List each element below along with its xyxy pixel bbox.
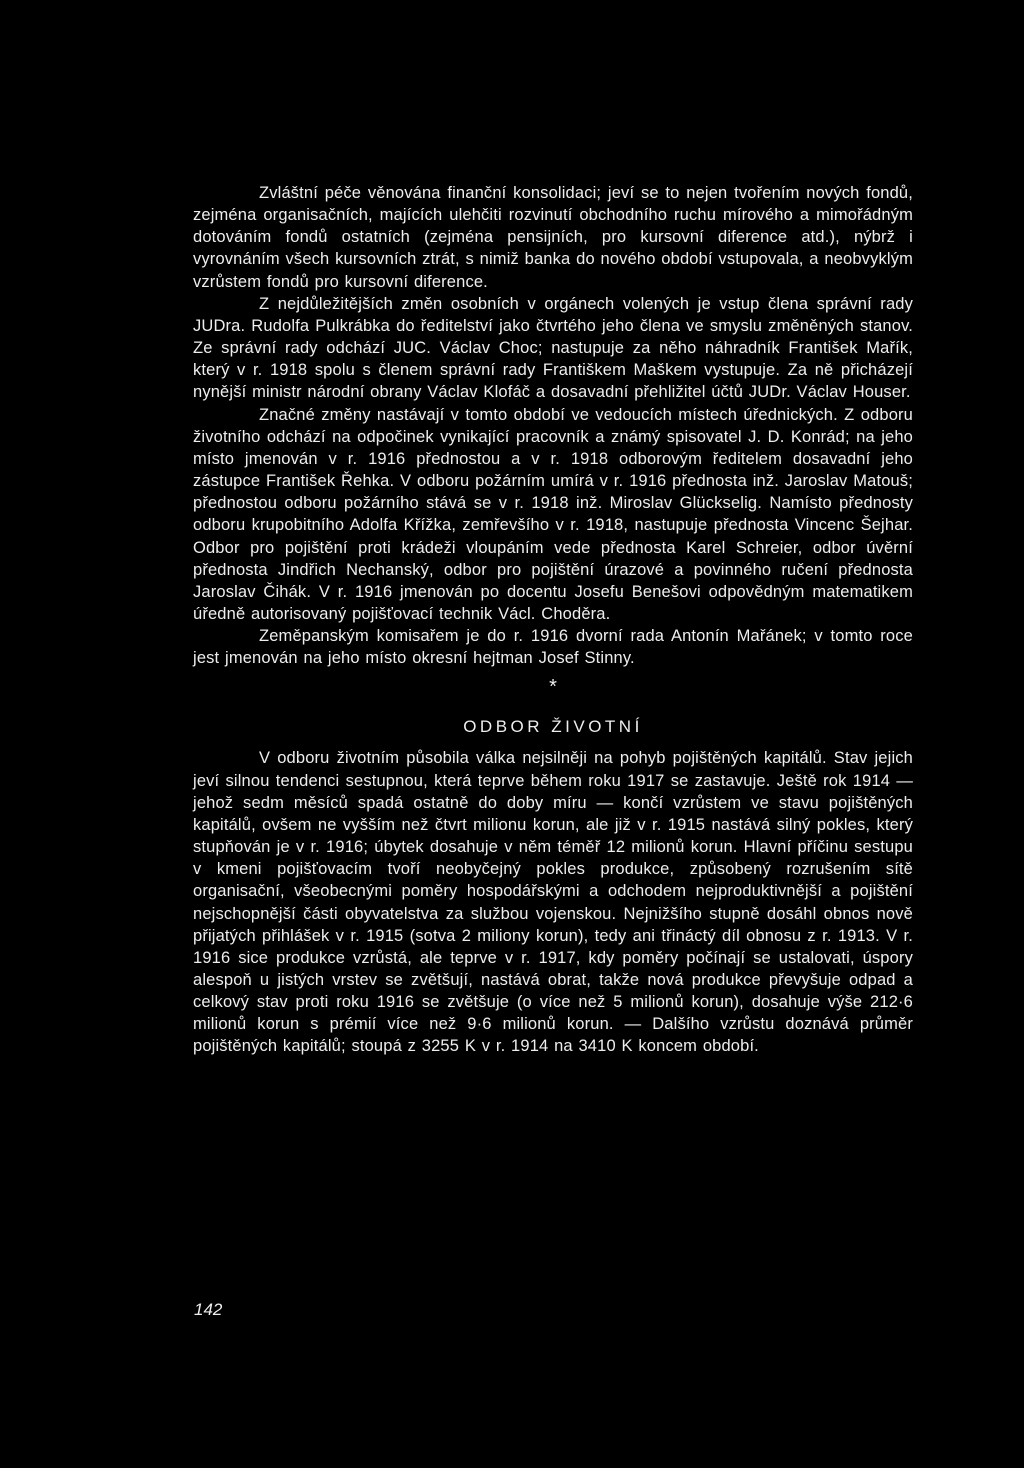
paragraph-board-changes: Z nejdůležitějších změn osobních v orgánech volených je vstup člena správní rady JUDra. Rudolfa Pulkrábka do ředitelství jako čtvrtého jeho člena ve smyslu změněných stanov. Ze správní rady odchází JUC. Václav Choc; nastupuje za něho náhradník František Mařík, který v r. 1918 spolu s členem správní rady Františkem Maškem vystupuje. Za ně přicházejí nynější ministr národní obrany Václav Klofáč a dosavadní přehližitel účtů JUDr. Václav Houser. [193,294,913,402]
paragraph-financial-consolidation: Zvláštní péče věnována finanční konsolidaci; jeví se to nejen tvořením nových fondů, zejména organisačních, majících ulehčiti rozvinutí obchodního ruchu mírového a mimořádným dotováním fondů ostatních (zejména pensijních, pro kursovní diference atd.), nýbrž i vyrovnáním všech kursovních ztrát, s nimiž banka do nového období vstupovala, a neobvyklým vzrůstem fondů pro kursovní diference. [193,184,913,291]
text-body [193,182,913,1058]
paragraph-commissioner: Zeměpanským komisařem je do r. 1916 dvorní rada Antonín Mařánek; v tomto roce jest jmenován na jeho místo okresní hejtman Josef Stinny. [193,627,913,668]
page-number: 142 [194,1300,223,1319]
paragraph-life-insurance: V odboru životním působila válka nejsilněji na pohyb pojištěných kapitálů. Stav jejich jeví silnou tendenci sestupnou, která teprve během roku 1917 se zastavuje. Ještě rok 1914 — jehož sedm měsíců spadá ostatně do doby míru — končí vzrůstem ve stavu pojištěných kapitálů, ovšem ne vyšším než čtvrt milionu korun, ale již v r. 1915 nastává silný pokles, který stupňován je v r. 1916; úbytek dosahuje v něm téměř 12 milionů korun. Hlavní příčinu sestupu v kmeni pojišťovacím tvoří neobyčejný pokles produkce, způsobený rozrušením sítě organisační, všeobecnými poměry hospodářskými a odchodem nejproduktivnější a pojištění nejschopnější části obyvatelstva za službou vojenskou. Nejnižšího stupně dosáhl obnos nově přijatých přihlášek v r. 1915 (sotva 2 miliony korun), tedy ani třináctý díl obnosu z r. 1913. V r. 1916 sice produkce vzrůstá, ale teprve v r. 1917, kdy poměry počínají se ustalovati, úspory alespoň u jistých vrstev se zvětšují, nastává obrat, takže nová produkce převyšuje odpad a celkový stav proti roku 1916 se zvětšuje (o více než 5 milionů korun), dosahuje výše 212·6 milionů korun s prémií více než 9·6 milionů korun. — Dalšího vzrůstu doznává průměr pojištěných kapitálů; stoupá z 3255 K v r. 1914 na 3410 K koncem období. [193,749,913,1056]
section-title: ODBOR ŽIVOTNÍ [463,717,643,737]
section-separator-asterisk: * [549,676,557,699]
paragraph-staff-changes: Značné změny nastávají v tomto období ve vedoucích místech úřednických. Z odboru životního odchází na odpočinek vynikající pracovník a známý spisovatel J. D. Konrád; na jeho místo jmenován v r. 1916 přednostou a v r. 1918 odborovým ředitelem dosavadní jeho zástupce František Řehka. V odboru požárním umírá v r. 1916 přednosta inž. Jaroslav Matouš; přednostou odboru požárního stává se v r. 1918 inž. Miroslav Glückselig. Namísto přednosty odboru krupobitního Adolfa Křížka, zemřevšího v r. 1918, nastupuje přednosta Vincenc Šejhar. Odbor pro pojištění proti krádeži vloupáním vede přednosta Karel Schreier, odbor úvěrní přednosta Jindřich Nechanský, odbor pro pojištění úrazové a povinného ručení přednosta Jaroslav Čihák. V r. 1916 jmenován po docentu Josefu Benešovi odpovědným matematikem úředně autorisovaný pojišťovací technik Václ. Choděra. [193,405,913,623]
